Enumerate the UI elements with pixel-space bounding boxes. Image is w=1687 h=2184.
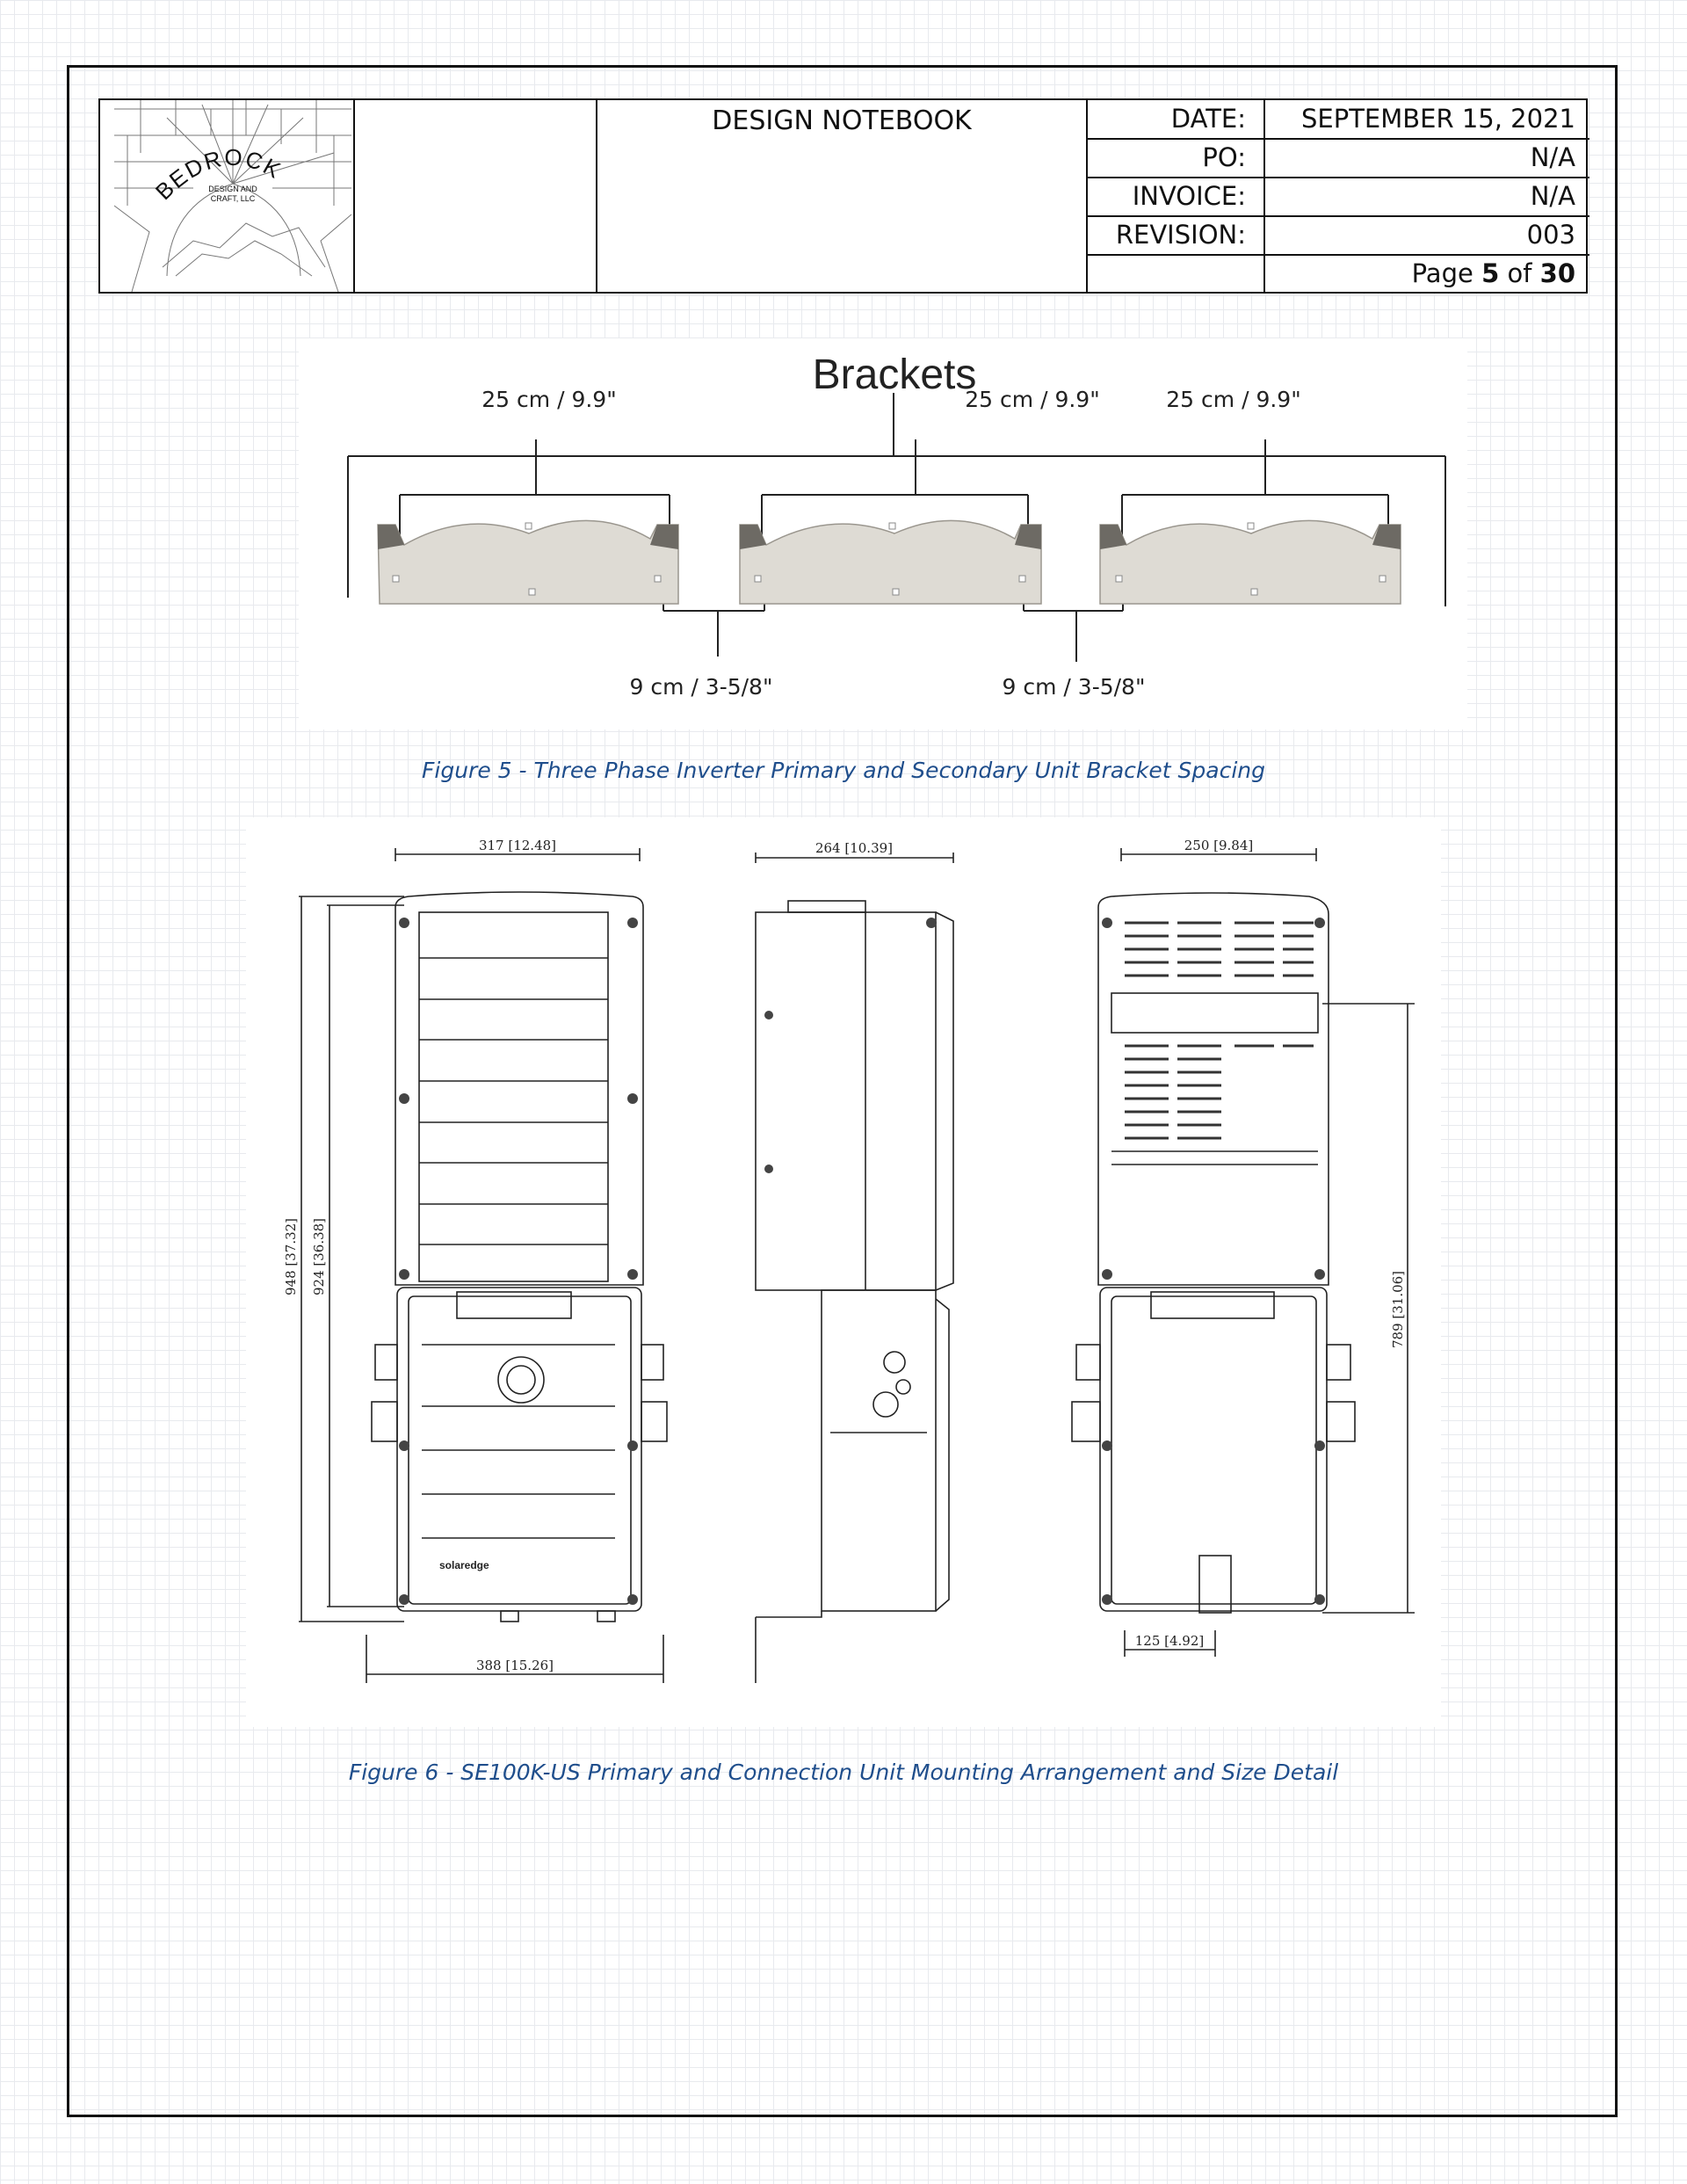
- dim-back-width: 250 [9.84]: [1184, 838, 1254, 853]
- invoice-label: INVOICE:: [1132, 181, 1246, 211]
- revision-value: 003: [1526, 220, 1575, 250]
- dim-height-total: 948 [37.32]: [283, 1217, 299, 1296]
- dim-bracket-3: 25 cm / 9.9": [1166, 387, 1301, 412]
- figure-6-caption: Figure 6 - SE100K-US Primary and Connection Unit Mounting Arrangement and Size Detail: [348, 1760, 1339, 1785]
- po-value: N/A: [1530, 142, 1575, 172]
- brackets-title: Brackets: [812, 352, 977, 398]
- solaredge-logo: solaredge: [439, 1559, 489, 1571]
- company-sub1: DESIGN AND: [208, 185, 257, 193]
- po-label: PO:: [1202, 142, 1246, 172]
- dim-side-width: 264 [10.39]: [815, 840, 894, 856]
- document-title: DESIGN NOTEBOOK: [712, 105, 972, 136]
- dim-gap-2: 9 cm / 3-5/8": [1002, 674, 1146, 700]
- company-name: BEDROCK: [149, 143, 287, 206]
- date-label: DATE:: [1170, 104, 1246, 134]
- date-value: SEPTEMBER 15, 2021: [1300, 104, 1575, 134]
- dim-bracket-1: 25 cm / 9.9": [481, 387, 617, 412]
- dim-front-width: 317 [12.48]: [478, 838, 557, 853]
- dim-gap-1: 9 cm / 3-5/8": [629, 674, 773, 700]
- figure-6-inverter-drawing: [246, 817, 1441, 1727]
- page-number: Page 5 of 30: [1411, 258, 1575, 288]
- invoice-value: N/A: [1530, 181, 1575, 211]
- bedrock-logo: [114, 100, 351, 292]
- revision-label: REVISION:: [1115, 220, 1246, 250]
- dim-height-body: 924 [36.38]: [311, 1217, 327, 1296]
- dim-mount-height: 789 [31.06]: [1390, 1270, 1406, 1349]
- figure-5-caption: Figure 5 - Three Phase Inverter Primary and Secondary Unit Bracket Spacing: [422, 758, 1265, 783]
- dim-base-width: 388 [15.26]: [475, 1658, 554, 1673]
- dim-bracket-2: 25 cm / 9.9": [965, 387, 1100, 412]
- figure-5-bracket-spacing: [299, 338, 1467, 729]
- header-table: [98, 98, 1588, 294]
- dim-foot-width: 125 [4.92]: [1134, 1633, 1205, 1649]
- company-sub2: CRAFT, LLC: [210, 194, 256, 203]
